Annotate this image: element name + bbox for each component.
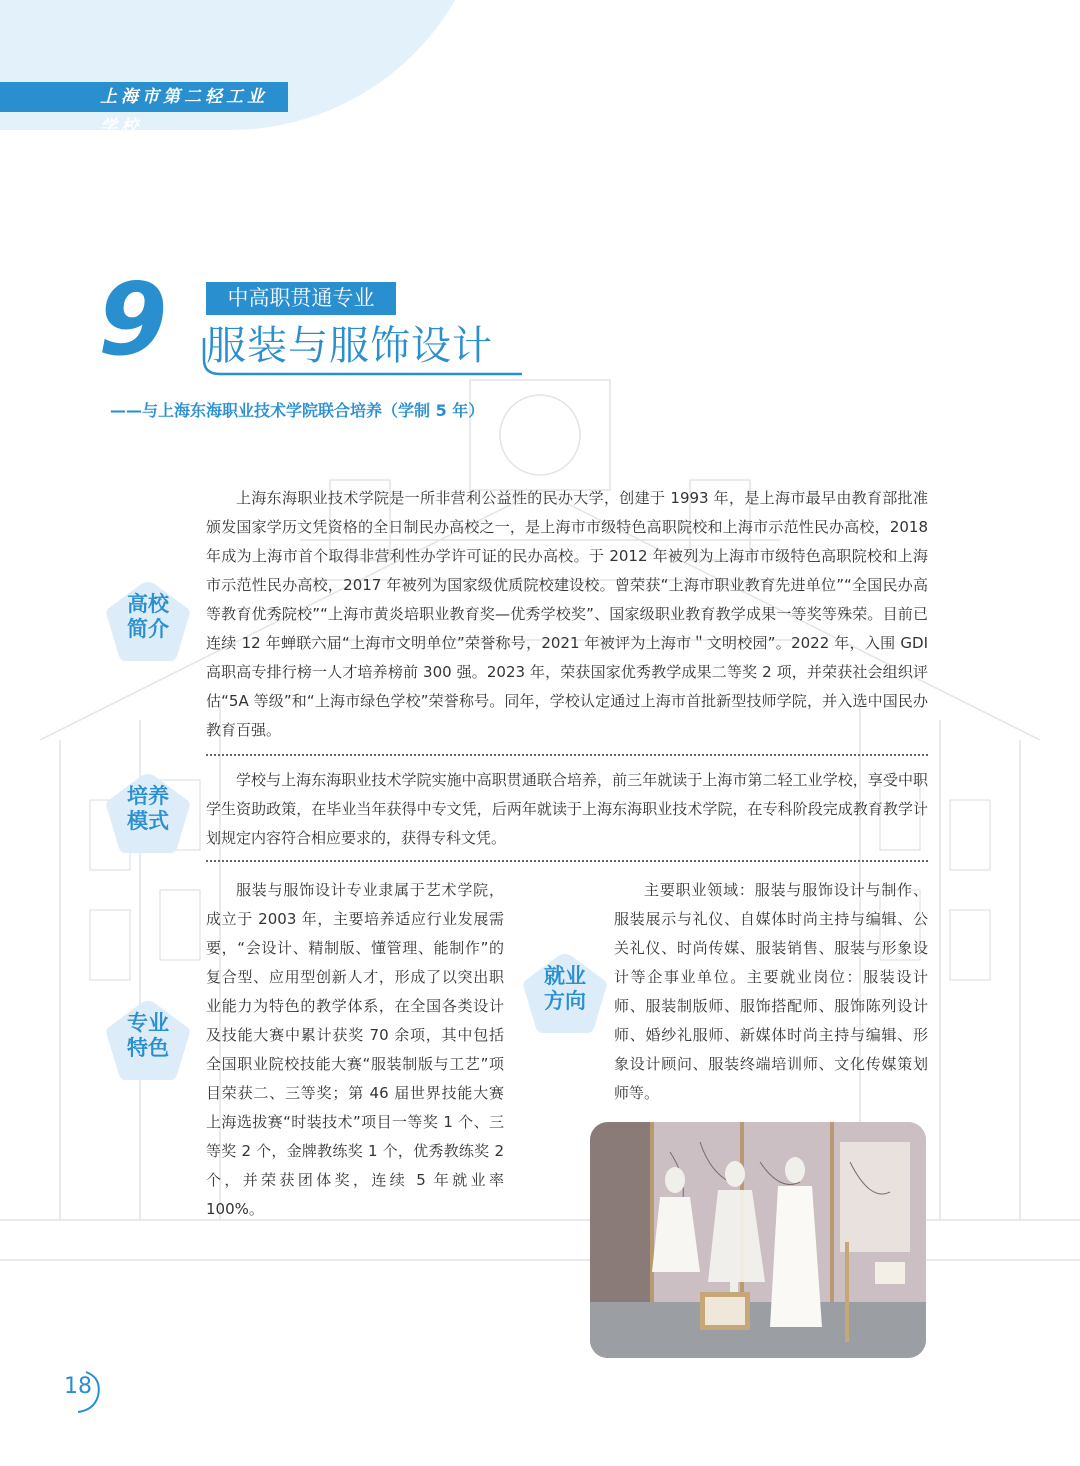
feature-label-line1: 专业 [127, 1011, 169, 1035]
intro-badge [103, 578, 193, 666]
intro-label-line1: 高校 [127, 592, 169, 616]
training-label-line2: 模式 [127, 809, 169, 833]
page-number: 18 [64, 1374, 92, 1399]
section-tag: 中高职贯通专业 [206, 282, 396, 315]
school-name-banner: 上海市第二轻工业学校 [0, 82, 288, 112]
feature-text: 服装与服饰设计专业隶属于艺术学院，成立于 2003 年，主要培养适应行业发展需要，“会设计、精制版、懂管理、能制作”的复合型、应用型创新人才，形成了以突出职业能力为特色的教学体系，在全国各类设计及技能大赛中累计获奖 70 余项，其中包括全国职业院校技能大赛“服装制版与工艺”项目荣获二、三等奖；第 46 届世界技能大赛上海选拔赛“时装技术”项目一等奖 1 个、三等奖 2 个，金牌教练奖 1 个，优秀教练奖 2 个，并荣获团体奖，连续 5 年就业率 100%。 [206, 881, 504, 1218]
training-text: 学校与上海东海职业技术学院实施中高职贯通联合培养，前三年就读于上海市第二轻工业学校，享受中职学生资助政策，在毕业当年获得中专文凭，后两年就读于上海东海职业技术学院，在专科阶段完成教育教学计划规定内容符合相应要求的，获得专科文凭。 [206, 771, 928, 847]
training-label-line1: 培养 [127, 784, 169, 808]
section-title: 服装与服饰设计 [206, 323, 493, 369]
section-number: 9 [98, 261, 168, 378]
career-text: 主要职业领域：服装与服饰设计与制作、服装展示与礼仪、自媒体时尚主持与编辑、公关礼仪、时尚传媒、服装销售、服装与形象设计等企事业单位。主要就业岗位：服装设计师、服装制版师、服饰搭配师、服饰陈列设计师、婚纱礼服师、新媒体时尚主持与编辑、形象设计顾问、服装终端培训师、文化传媒策划师等。 [614, 881, 928, 1102]
career-label-line1: 就业 [544, 964, 586, 988]
training-badge [103, 770, 193, 858]
feature-label-line2: 特色 [127, 1036, 169, 1060]
feature-badge [103, 997, 193, 1085]
garment-display-photo [590, 1122, 926, 1358]
intro-text: 上海东海职业技术学院是一所非营利公益性的民办大学，创建于 1993 年，是上海市最早由教育部批准颁发国家学历文凭资格的全日制民办高校之一，是上海市市级特色高职院校和上海市示范性民办高校，2018 年成为上海市首个取得非营利性办学许可证的民办高校。于 2012 年被列为上海市市级特色高职院校和上海市示范性民办高校，2017 年被列为国家级优质院校建设校。曾荣获“上海市职业教育先进单位”“全国民办高等教育优秀院校”“上海市黄炎培职业教育奖—优秀学校奖”、国家级职业教育教学成果一等奖等殊荣。目前已连续 12 年蝉联六届“上海市文明单位”荣誉称号，2021 年被评为上海市＂文明校园”。2022 年，入围 GDI 高职高专排行榜一人才培养榜前 300 强。2023 年，荣获国家优秀教学成果二等奖 2 项，并荣获社会组织评估“5A 等级”和“上海市绿色学校”荣誉称号。同年，学校认定通过上海市首批新型技师学院，并入选中国民办教育百强。 [206, 489, 928, 739]
garment-display-illustration [590, 1122, 926, 1358]
intro-label-line2: 简介 [127, 617, 169, 641]
career-label-line2: 方向 [544, 989, 586, 1013]
section-divider [206, 754, 928, 756]
career-badge [520, 950, 610, 1038]
section-subtitle: ——与上海东海职业技术学院联合培养（学制 5 年） [110, 401, 485, 420]
section-divider [206, 860, 928, 862]
